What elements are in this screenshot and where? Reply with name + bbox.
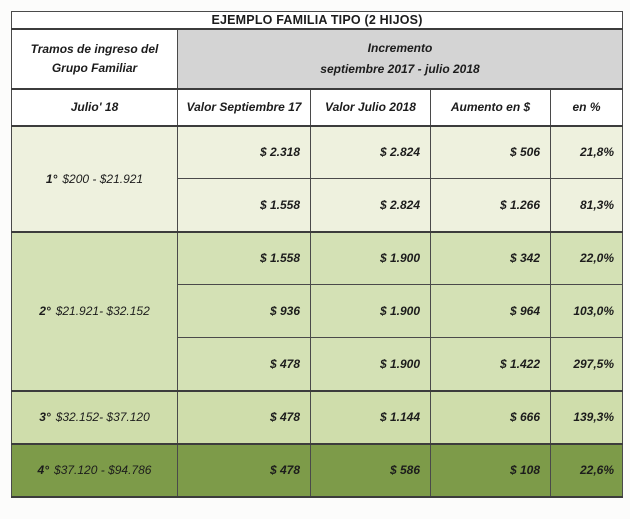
group-2-range: $21.921- $32.152	[55, 304, 150, 318]
header-band-row	[12, 29, 623, 89]
header-tramos-line1: Tramos de ingreso del	[30, 41, 159, 56]
group-1-ordinal: 1°	[45, 171, 58, 186]
group-3-label	[12, 391, 178, 444]
cell-valor-jul18: $ 586	[311, 444, 431, 497]
title-row	[12, 12, 623, 29]
cell-aumento: $ 1.422	[431, 338, 551, 391]
cell-valor-jul18: $ 2.824	[311, 126, 431, 179]
cell-pct: 139,3%	[551, 391, 623, 444]
cell-pct: 297,5%	[551, 338, 623, 391]
group-2-ordinal: 2°	[39, 304, 51, 318]
cell-aumento: $ 108	[431, 444, 551, 497]
cell-valor-sep17: $ 936	[178, 285, 311, 338]
column-header-en-pct: en %	[551, 89, 623, 126]
cell-valor-jul18: $ 1.900	[311, 285, 431, 338]
column-header-julio-18: Julio' 18	[12, 89, 178, 126]
cell-valor-sep17: $ 478	[178, 338, 311, 391]
cell-aumento: $ 666	[431, 391, 551, 444]
group-4-label	[12, 444, 178, 497]
cell-valor-sep17: $ 1.558	[178, 179, 311, 232]
cell-valor-sep17: $ 1.558	[178, 232, 311, 285]
group-4-ordinal: 4°	[37, 463, 50, 477]
cell-pct: 21,8%	[551, 126, 623, 179]
cell-valor-jul18: $ 1.144	[311, 391, 431, 444]
group-4-range: $37.120 - $94.786	[54, 463, 152, 477]
header-incremento-line2: septiembre 2017 - julio 2018	[320, 61, 480, 76]
group-3-ordinal: 3°	[39, 410, 51, 424]
cell-valor-jul18: $ 1.900	[311, 232, 431, 285]
cell-pct: 103,0%	[551, 285, 623, 338]
header-tramos-line2: Grupo Familiar	[51, 60, 138, 75]
family-type-table	[11, 11, 623, 498]
header-tramos	[12, 29, 178, 89]
group-1-label	[12, 126, 178, 232]
cell-pct: 22,0%	[551, 232, 623, 285]
table-title: EJEMPLO FAMILIA TIPO (2 HIJOS)	[12, 12, 623, 29]
column-header-valor-septiembre-17: Valor Septiembre 17	[178, 89, 311, 126]
header-incremento-line1: Incremento	[367, 40, 433, 55]
cell-aumento: $ 342	[431, 232, 551, 285]
table-row	[12, 126, 623, 179]
cell-valor-sep17: $ 478	[178, 391, 311, 444]
cell-aumento: $ 506	[431, 126, 551, 179]
column-header-valor-julio-2018: Valor Julio 2018	[311, 89, 431, 126]
header-incremento	[178, 29, 623, 89]
cell-valor-jul18: $ 2.824	[311, 179, 431, 232]
cell-pct: 22,6%	[551, 444, 623, 497]
cell-valor-sep17: $ 478	[178, 444, 311, 497]
table-row	[12, 391, 623, 444]
group-2-label	[12, 232, 178, 391]
cell-pct: 81,3%	[551, 179, 623, 232]
table-row	[12, 232, 623, 285]
cell-aumento: $ 1.266	[431, 179, 551, 232]
column-header-aumento: Aumento en $	[431, 89, 551, 126]
cell-valor-sep17: $ 2.318	[178, 126, 311, 179]
column-header-row	[12, 89, 623, 126]
cell-aumento: $ 964	[431, 285, 551, 338]
table-row	[12, 444, 623, 497]
group-3-range: $32.152- $37.120	[55, 410, 150, 424]
cell-valor-jul18: $ 1.900	[311, 338, 431, 391]
group-1-range: $200 - $21.921	[62, 171, 144, 186]
